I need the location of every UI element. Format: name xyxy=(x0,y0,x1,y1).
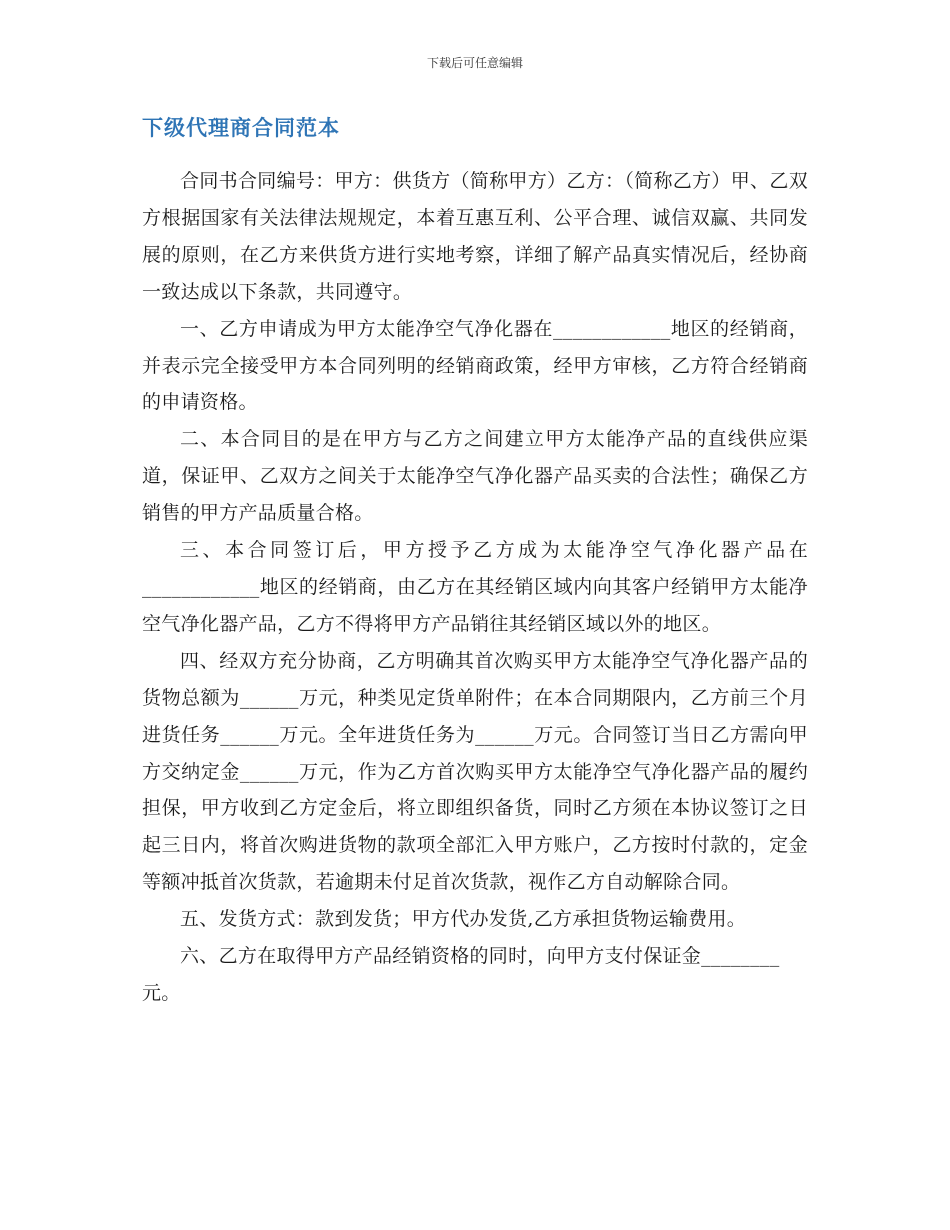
paragraph-preamble: 合同书合同编号：甲方：供货方（简称甲方）乙方：（简称乙方）甲、乙双方根据国家有关法律法规规定，本着互惠互利、公平合理、诚信双赢、共同发展的原则，在乙方来供货方进行实地考察，详细了解产品真实情况后，经协商一致达成以下条款，共同遵守。 xyxy=(142,170,808,303)
header-note: 下载后可任意编辑 xyxy=(426,56,523,70)
paragraph-clause-6: 六、乙方在取得甲方产品经销资格的同时，向甲方支付保证金________元。 xyxy=(142,945,780,1004)
paragraph-clause-1: 一、乙方申请成为甲方太能净空气净化器在____________地区的经销商，并表示完全接受甲方本合同列明的经销商政策，经甲方审核，乙方符合经销商的申请资格。 xyxy=(142,317,808,414)
paragraph-clause-5: 五、发货方式：款到发货；甲方代办发货,乙方承担货物运输费用。 xyxy=(180,908,747,931)
paragraph-clause-3: 三、本合同签订后，甲方授予乙方成为太能净空气净化器产品在____________地区的经销商，由乙方在其经销区域内向其客户经销甲方太能净空气净化器产品，乙方不得将甲方产品销往其经销区域以外的地区。 xyxy=(142,539,808,635)
document-title: 下级代理商合同范本 xyxy=(142,116,340,140)
document-body xyxy=(142,163,808,1012)
paragraph-clause-2: 二、本合同目的是在甲方与乙方之间建立甲方太能净产品的直线供应渠道，保证甲、乙双方之间关于太能净空气净化器产品买卖的合法性；确保乙方销售的甲方产品质量合格。 xyxy=(142,428,808,525)
paragraph-clause-4: 四、经双方充分协商，乙方明确其首次购买甲方太能净空气净化器产品的货物总额为______万元，种类见定货单附件；在本合同期限内，乙方前三个月进货任务______万元。全年进货任务为______万元。合同签订当日乙方需向甲方交纳定金______万元，作为乙方首次购买甲方太能净空气净化器产品的履约担保，甲方收到乙方定金后，将立即组织备货，同时乙方须在本协议签订之日起三日内，将首次购进货物的款项全部汇入甲方账户，乙方按时付款的，定金等额冲抵首次货款，若逾期未付足首次货款，视作乙方自动解除合同。 xyxy=(142,649,808,894)
